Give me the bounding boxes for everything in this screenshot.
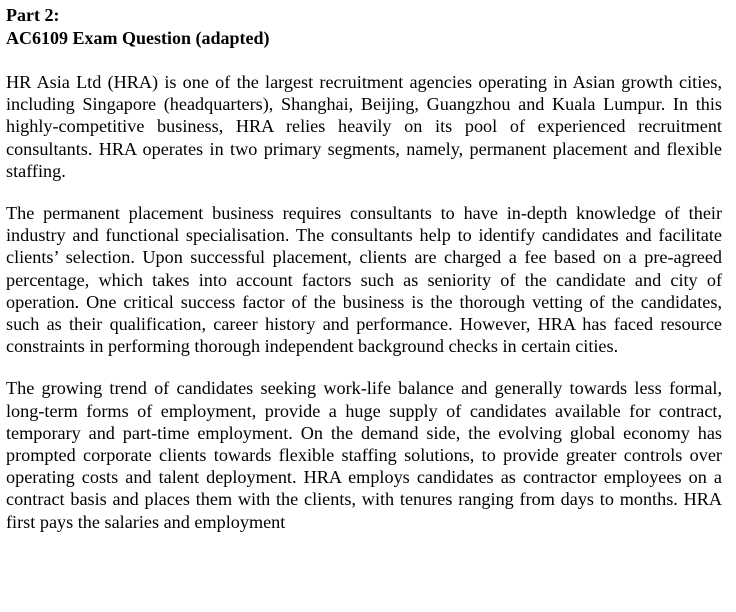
document-page (6, 4, 722, 533)
paragraph-permanent-placement: The permanent placement business requires consultants to have in-depth knowledge of their industry and functional specialisation. The consultants help to identify candidates and facilitate clients’ selection. Upon successful placement, clients are charged a fee based on a pre-agreed percentage, which takes into account factors such as seniority of the candidate and city of operation. One critical success factor of the business is the thorough vetting of the candidates, such as their qualification, career history and performance. However, HRA has faced resource constraints in performing thorough independent background checks in certain cities. (6, 203, 722, 357)
paragraph-company-overview: HR Asia Ltd (HRA) is one of the largest recruitment agencies operating in Asian growth cities, including Singapore (headquarters), Shanghai, Beijing, Guangzhou and Kuala Lumpur. In this highly-competitive business, HRA relies heavily on its pool of experienced recruitment consultants. HRA operates in two primary segments, namely, permanent placement and flexible staffing. (6, 72, 722, 181)
exam-title: AC6109 Exam Question (adapted) (6, 28, 270, 48)
paragraph-flexible-staffing: The growing trend of candidates seeking work-life balance and generally towards less formal, long-term forms of employment, provide a huge supply of candidates available for contract, temporary and part-time employment. On the demand side, the evolving global economy has prompted corporate clients towards flexible staffing solutions, to provide greater controls over operating costs and talent deployment. HRA employs candidates as contractor employees on a contract basis and places them with the clients, with tenures ranging from days to months. HRA first pays the salaries and employment (6, 378, 722, 532)
part-label: Part 2: (6, 5, 60, 25)
